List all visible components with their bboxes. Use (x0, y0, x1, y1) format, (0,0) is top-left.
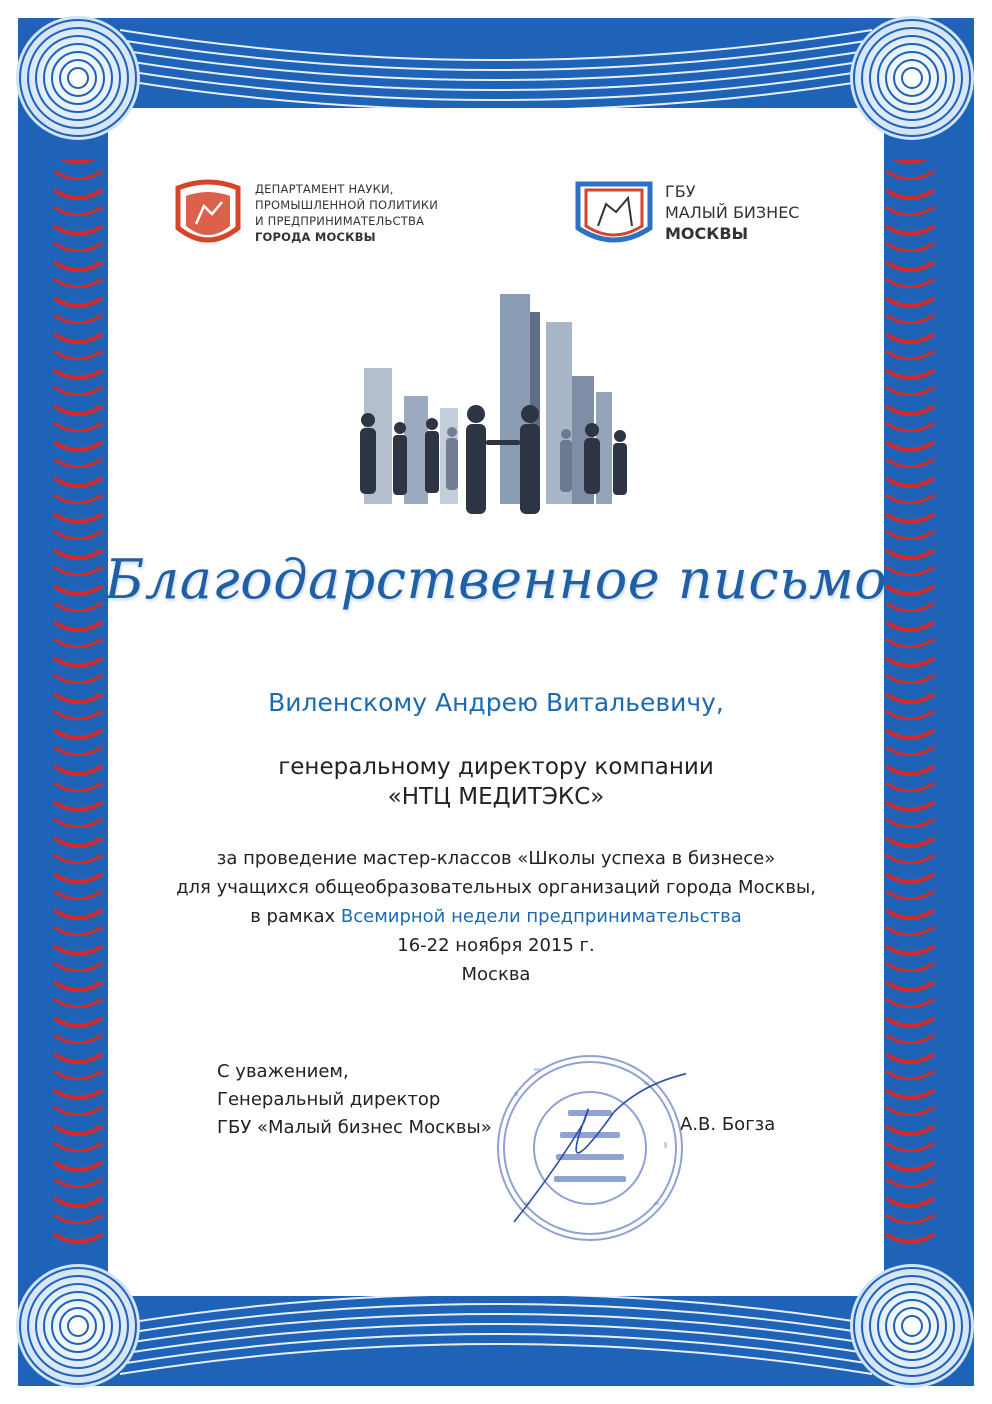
department-logo-text (255, 181, 438, 245)
reason-line: для учащихся общеобразовательных организаций города Москвы, (176, 877, 816, 898)
reason-prefix: в рамках (250, 906, 341, 927)
signer-name: А.В. Богза (680, 1114, 776, 1135)
signer-org: ГБУ «Малый бизнес Москвы» (217, 1117, 492, 1138)
gbu-logo-text (665, 181, 799, 244)
certificate-title: Благодарственное письмо (104, 548, 888, 611)
official-stamp (494, 1052, 686, 1244)
corner-spiral (16, 1264, 140, 1388)
logo-line: И ПРЕДПРИНИМАТЕЛЬСТВА (255, 214, 425, 228)
event-city: Москва (461, 964, 531, 985)
corner-spiral (16, 16, 140, 140)
event-name: Всемирной недели предпринимательства (340, 906, 742, 927)
company-name: «НТЦ МЕДИТЭКС» (387, 784, 605, 810)
regards-text: С уважением, (217, 1061, 349, 1082)
recipient-name: Виленскому Андрею Витальевичу, (268, 688, 724, 717)
logo-line: ДЕПАРТАМЕНТ НАУКИ, (255, 182, 394, 196)
reason-line (100, 902, 892, 931)
recipient-position (100, 752, 892, 812)
logo-line: ГОРОДА МОСКВЫ (255, 230, 376, 244)
position-line: генеральному директору компании (278, 754, 714, 780)
reason-line: за проведение мастер-классов «Школы успеха в бизнесе» (216, 848, 776, 869)
corner-spiral (850, 1264, 974, 1388)
logo-line: ГБУ (665, 182, 696, 201)
signer-role: Генеральный директор (217, 1089, 441, 1110)
award-reason (100, 844, 892, 989)
signature-block (217, 1058, 492, 1142)
logo-line: ПРОМЫШЛЕННОЙ ПОЛИТИКИ (255, 198, 439, 212)
event-dates: 16-22 ноября 2015 г. (397, 935, 595, 956)
logo-line: МАЛЫЙ БИЗНЕС (665, 203, 800, 222)
logo-line: МОСКВЫ (665, 224, 749, 243)
corner-spiral (850, 16, 974, 140)
